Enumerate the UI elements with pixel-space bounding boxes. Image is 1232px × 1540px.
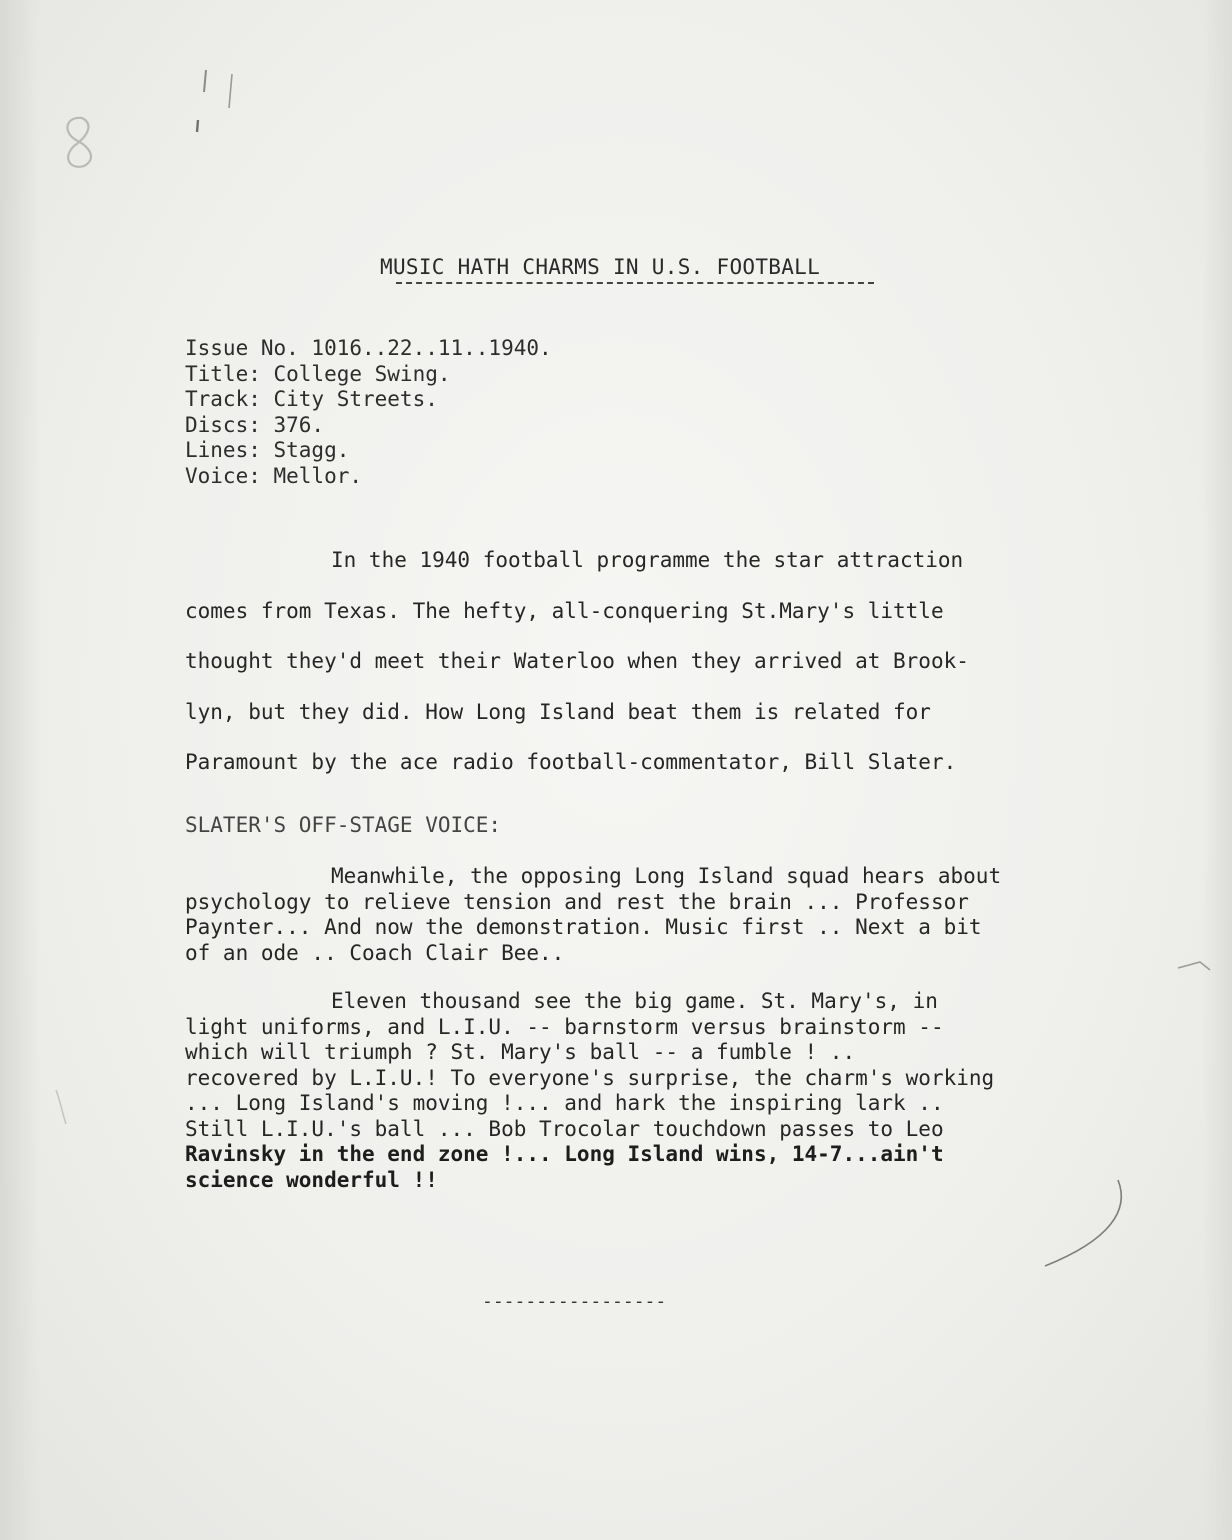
intro-line: Paramount by the ace radio football-commentator, Bill Slater.	[185, 750, 957, 774]
intro-line: comes from Texas. The hefty, all-conquering St.Mary's little	[185, 598, 944, 623]
intro-paragraph	[185, 535, 1145, 788]
meta-voice: Voice: Mellor.	[185, 463, 363, 488]
intro-line: thought they'd meet their Waterloo when they arrived at Brook-	[185, 649, 969, 673]
commentary-line: psychology to relieve tension and rest the brain ... Professor	[185, 889, 969, 914]
issue-metadata	[185, 336, 552, 489]
commentary-line: Still L.I.U.'s ball ... Bob Trocolar touchdown passes to Leo	[185, 1116, 944, 1141]
left-edge-shadow	[0, 0, 40, 1540]
commentary-paragraph-1	[185, 864, 1165, 966]
commentary-line: light uniforms, and L.I.U. -- barnstorm versus brainstorm --	[185, 1014, 944, 1039]
intro-line: lyn, but they did. How Long Island beat them is related for	[185, 699, 931, 724]
commentary-line: science wonderful !!	[185, 1167, 438, 1192]
document-title: MUSIC HATH CHARMS IN U.S. FOOTBALL	[380, 255, 821, 279]
meta-lines: Lines: Stagg.	[185, 438, 350, 462]
commentary-line: Paynter... And now the demonstration. Music first .. Next a bit	[185, 915, 982, 939]
commentary-line: which will triumph ? St. Mary's ball -- a fumble ! ..	[185, 1040, 856, 1064]
commentary-line: Meanwhile, the opposing Long Island squad hears about	[331, 864, 1002, 888]
commentary-line: ... Long Island's moving !... and hark the inspiring lark ..	[185, 1091, 944, 1115]
meta-discs: Discs: 376.	[185, 412, 325, 437]
right-edge-shadow	[1202, 0, 1232, 1540]
meta-track: Track: City Streets.	[185, 387, 438, 411]
commentary-line: Eleven thousand see the big game. St. Mary's, in	[331, 989, 938, 1013]
end-rule: -----------------	[482, 1291, 667, 1312]
speaker-heading: SLATER'S OFF-STAGE VOICE:	[185, 813, 502, 837]
meta-title: Title: College Swing.	[185, 361, 451, 386]
intro-line: In the 1940 football programme the star attraction	[331, 548, 964, 572]
meta-issue: Issue No. 1016..22..11..1940.	[185, 336, 552, 360]
commentary-line: recovered by L.I.U.! To everyone's surprise, the charm's working	[185, 1065, 995, 1090]
commentary-line: Ravinsky in the end zone !... Long Island wins, 14-7...ain't	[185, 1142, 944, 1166]
title-underline	[396, 282, 874, 284]
commentary-line: of an ode .. Coach Clair Bee..	[185, 940, 565, 965]
commentary-paragraph-2	[185, 989, 1165, 1193]
